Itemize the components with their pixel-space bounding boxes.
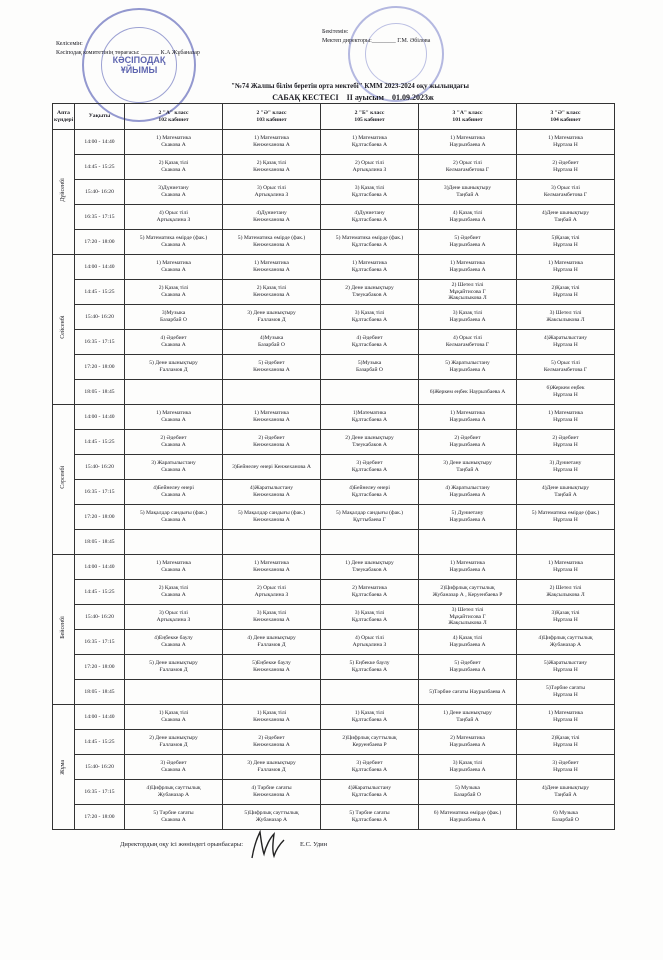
date-text: 01.09.2023ж (391, 93, 434, 102)
schedule-table (52, 103, 615, 830)
time-cell: 14:00 - 14:40 (75, 555, 125, 580)
day-label: Сәрсенбі (60, 466, 67, 489)
lesson-cell: 4) Әдебиет Скакова А (125, 330, 223, 355)
lesson-cell: 1) Математика Нұртаза Н (517, 405, 615, 430)
lesson-cell: 2)Қазақ тілі Нұртаза Н (517, 280, 615, 305)
table-row (53, 705, 615, 730)
lesson-cell: 3) Шетел тілі Мұқайтисова Г Жақсылыкова Л (419, 605, 517, 630)
lesson-cell: 2) Орыс тілі Артықалина З (223, 580, 321, 605)
lesson-cell: 2) Қазақ тілі Кенжеханова А (223, 155, 321, 180)
lesson-cell: 4)Цифрлық сауттылық Жубаназар А (125, 780, 223, 805)
footer-label: Директордың оқу ісі жөніндегі орынбасары: (120, 841, 244, 848)
time-cell: 14:00 - 14:40 (75, 705, 125, 730)
lesson-cell: 5) Орыс тілі Келмағамбетова Г (517, 355, 615, 380)
col-header-time: Уақыты (75, 104, 125, 130)
table-row (53, 455, 615, 480)
lesson-cell: 3) Дене шынықтыру Ғалламов Д (223, 305, 321, 330)
lesson-cell: 5) Тәрбие сағаты Скакова А (125, 805, 223, 830)
lesson-cell: 1) Математика Нұртаза Н (517, 255, 615, 280)
table-row (53, 480, 615, 505)
day-cell (53, 130, 75, 255)
time-cell: 15:40- 16:20 (75, 455, 125, 480)
approval-right-line-1: Бекітемін: (322, 29, 349, 35)
time-cell: 14:45 - 15:25 (75, 280, 125, 305)
lesson-cell: 3) Әдебиет Нұртаза Н (517, 755, 615, 780)
col-header-class: 2 "Ә" класс 103 кабинет (223, 104, 321, 130)
table-row (53, 405, 615, 430)
time-cell: 16:35 - 17:15 (75, 630, 125, 655)
lesson-cell: 2) Шетел тілі Мұқайтисова Г Жақсылыкова Л (419, 280, 517, 305)
lesson-cell: 5) Математика өмірде (фак.) Құлтасбаева А (321, 230, 419, 255)
lesson-cell: 1) Математика Наурызбаева А (419, 255, 517, 280)
day-cell (53, 255, 75, 405)
lesson-cell: 2) Әдебиет Наурызбаева А (419, 430, 517, 455)
time-cell: 17:20 - 18:00 (75, 355, 125, 380)
lesson-cell: 5) Мақалдар сандығы (фак.) Құттыбаева Г (321, 505, 419, 530)
lesson-cell: 1) Математика Кенжеханова А (223, 255, 321, 280)
lesson-cell: 5) Музыка Базарбай О (419, 780, 517, 805)
lesson-cell: 2) Орыс тілі Келмағамбетова Г (419, 155, 517, 180)
footer-signature-line (120, 841, 328, 848)
lesson-cell (125, 380, 223, 405)
lesson-cell: 3)Қазақ тілі Нұртаза Н (517, 605, 615, 630)
time-cell: 18:05 - 18:45 (75, 530, 125, 555)
lesson-cell: 6)Жеркем еңбек Наурызбаева А (419, 380, 517, 405)
approval-left-line-1: Келісемін: (56, 41, 83, 47)
day-cell (53, 405, 75, 555)
subtitle-text: САБАҚ КЕСТЕСІ (272, 93, 339, 102)
footer-name: Е.С. Удин (300, 841, 328, 848)
lesson-cell: 2) Әдебиет Кенжеханова А (223, 730, 321, 755)
stamp-text-line-1: КӘСІПОДАҚ (112, 55, 166, 65)
lesson-cell: 5) Әдебиет Кенжеханова А (223, 355, 321, 380)
lesson-cell: 4) Қазақ тілі Наурызбаева А (419, 630, 517, 655)
approval-left-line-2: Кәсіподақ комитетінің төрағасы: ______ К.А Жұбаназар (56, 50, 200, 56)
lesson-cell: 3)Бейнелеу өнері Кенжеханова А (223, 455, 321, 480)
lesson-cell: 1) Дене шынықтыру Тлеукабаков А (321, 555, 419, 580)
lesson-cell: 4)Дүниетану Кенжеханова А (223, 205, 321, 230)
table-row (53, 155, 615, 180)
lesson-cell: 3) Қазақ тілі Наурызбаева А (419, 305, 517, 330)
time-cell: 15:40- 16:20 (75, 605, 125, 630)
lesson-cell: 3)Дүниетану Скакова А (125, 180, 223, 205)
lesson-cell: 1) Қазақ тілі Құлтасбаева А (321, 705, 419, 730)
lesson-cell: 4)Дене шынықтыру Таңбай А (517, 780, 615, 805)
lesson-cell (321, 530, 419, 555)
lesson-cell: 4) Жаратылыстану Наурызбаева А (419, 480, 517, 505)
table-row (53, 805, 615, 830)
lesson-cell: 4)Еңбекке баулу Скакова А (125, 630, 223, 655)
lesson-cell: 2) Қазақ тілі Скакова А (125, 580, 223, 605)
time-cell: 14:00 - 14:40 (75, 255, 125, 280)
lesson-cell: 2) Шетел тілі Жақсылыкова Л (517, 580, 615, 605)
time-cell: 16:35 - 17:15 (75, 780, 125, 805)
table-row (53, 730, 615, 755)
lesson-cell: 4) Орыс тілі Келмағамбетова Г (419, 330, 517, 355)
lesson-cell: 1) Математика Құлтасбаева А (321, 255, 419, 280)
lesson-cell: 3) Қазақ тілі Кенжеханова А (223, 605, 321, 630)
table-row (53, 680, 615, 705)
lesson-cell: 5)Тәрбие сағаты Нұртаза Н (517, 680, 615, 705)
day-label: Сейсенбі (60, 315, 67, 339)
table-row (53, 580, 615, 605)
time-cell: 18:05 - 18:45 (75, 680, 125, 705)
lesson-cell: 4) Дене шынықтыру Ғалламов Д (223, 630, 321, 655)
col-header-class: 2 "Б" класс 105 кабинет (321, 104, 419, 130)
lesson-cell: 5) Әдебиет Наурызбаева А (419, 230, 517, 255)
lesson-cell: 1) Математика Құлтасбаева А (321, 130, 419, 155)
lesson-cell: 5) Дене шынықтыру Ғалламов Д (125, 655, 223, 680)
time-cell: 14:45 - 15:25 (75, 430, 125, 455)
time-cell: 17:20 - 18:00 (75, 505, 125, 530)
table-row (53, 380, 615, 405)
lesson-cell: 1) Қазақ тілі Скакова А (125, 705, 223, 730)
time-cell: 14:00 - 14:40 (75, 130, 125, 155)
lesson-cell: 4)Цифрлық сауттылық Жубаназар А (517, 630, 615, 655)
table-header-row (53, 104, 615, 130)
lesson-cell: 1) Математика Наурызбаева А (419, 555, 517, 580)
shift-text: II ауысым (346, 93, 384, 102)
table-row (53, 605, 615, 630)
lesson-cell: 4) Орыс тілі Артықалина З (125, 205, 223, 230)
approval-block-right (322, 28, 430, 46)
table-row (53, 205, 615, 230)
lesson-cell: 4) Тәрбие сағаты Кенжеханова А (223, 780, 321, 805)
lesson-cell: 2) Қазақ тілі Скакова А (125, 280, 223, 305)
lesson-cell: 2) Қазақ тілі Скакова А (125, 155, 223, 180)
table-row (53, 755, 615, 780)
lesson-cell: 4) Қазақ тілі Наурызбаева А (419, 205, 517, 230)
lesson-cell: 3) Дене шынықтыру Ғалламов Д (223, 755, 321, 780)
time-cell: 17:20 - 18:00 (75, 655, 125, 680)
lesson-cell: 2) Қазақ тілі Кенжеханова А (223, 280, 321, 305)
lesson-cell: 3) Әдебиет Құлтасбаева А (321, 755, 419, 780)
lesson-cell: 3) Орыс тілі Артықалина З (223, 180, 321, 205)
lesson-cell: 1) Математика Нұртаза Н (517, 705, 615, 730)
lesson-cell: 4)Жаратылыстану Нұртаза Н (517, 330, 615, 355)
lesson-cell: 4)Дене шынықтыру Таңбай А (517, 480, 615, 505)
lesson-cell: 5) Математика өмірде (фак.) Скакова А (125, 230, 223, 255)
lesson-cell: 5)Еңбекке баулу Кенжеханова А (223, 655, 321, 680)
lesson-cell: 3) Қазақ тілі Құлтасбаева А (321, 605, 419, 630)
lesson-cell: 1) Математика Скакова А (125, 255, 223, 280)
lesson-cell: 4)Бейнелеу өнері Құлтасбаева А (321, 480, 419, 505)
lesson-cell: 5) Жаратылыстану Наурызбаева А (419, 355, 517, 380)
day-cell (53, 705, 75, 830)
lesson-cell: 4)Дүниетану Құлтасбаева А (321, 205, 419, 230)
col-header-days: Апта күндері (53, 104, 75, 130)
lesson-cell: 3) Орыс тілі Артықалина З (125, 605, 223, 630)
lesson-cell: 6) Математика өмірде (фак.) Наурызбаева А (419, 805, 517, 830)
lesson-cell: 5)Жаратылыстану Нұртаза Н (517, 655, 615, 680)
lesson-cell: 3) Дене шынықтыру Таңбай А (419, 455, 517, 480)
lesson-cell: 4)Бейнелеу өнері Скакова А (125, 480, 223, 505)
lesson-cell: 3)Музыка Базарбай О (125, 305, 223, 330)
lesson-cell: 3) Орыс тілі Келмағамбетова Г (517, 180, 615, 205)
lesson-cell: 2) Әдебиет Нұртаза Н (517, 155, 615, 180)
table-row (53, 355, 615, 380)
time-cell: 15:40- 16:20 (75, 305, 125, 330)
lesson-cell: 5) Дүниетану Наурызбаева А (419, 505, 517, 530)
lesson-cell (125, 530, 223, 555)
lesson-cell (223, 380, 321, 405)
lesson-cell: 1) Математика Скакова А (125, 130, 223, 155)
lesson-cell: 5) Математика өмірде (фак.) Нұртаза Н (517, 505, 615, 530)
lesson-cell (321, 680, 419, 705)
lesson-cell: 1) Математика Скакова А (125, 405, 223, 430)
time-cell: 16:35 - 17:15 (75, 480, 125, 505)
lesson-cell (517, 530, 615, 555)
lesson-cell: 1)Математика Құлтасбаева А (321, 405, 419, 430)
lesson-cell: 5) Математика өмірде (фак.) Кенжеханова А (223, 230, 321, 255)
lesson-cell: 3) Дүниетану Нұртаза Н (517, 455, 615, 480)
lesson-cell: 2) Әдебиет Скакова А (125, 430, 223, 455)
time-cell: 14:00 - 14:40 (75, 405, 125, 430)
lesson-cell: 1) Математика Нұртаза Н (517, 555, 615, 580)
time-cell: 16:35 - 17:15 (75, 205, 125, 230)
lesson-cell: 1) Дене шынықтыру Таңбай А (419, 705, 517, 730)
lesson-cell: 4)Жаратылыстану Кенжеханова А (223, 480, 321, 505)
table-row (53, 655, 615, 680)
table-row (53, 505, 615, 530)
lesson-cell (223, 680, 321, 705)
lesson-cell (321, 380, 419, 405)
document-subtitle (150, 93, 550, 102)
lesson-cell: 2)Цифрлық сауттылық Жубаназар А , Керуенбаева Р (419, 580, 517, 605)
lesson-cell: 2) Орыс тілі Артықалина З (321, 155, 419, 180)
lesson-cell: 1) Математика Кенжеханова А (223, 130, 321, 155)
handwritten-signature (248, 828, 288, 862)
table-row (53, 530, 615, 555)
lesson-cell: 4) Орыс тілі Артықалина З (321, 630, 419, 655)
table-row (53, 180, 615, 205)
table-row (53, 555, 615, 580)
lesson-cell: 2) Дене шынықтыру Тлеукабаков А (321, 280, 419, 305)
time-cell: 14:45 - 15:25 (75, 155, 125, 180)
time-cell: 17:20 - 18:00 (75, 230, 125, 255)
time-cell: 16:35 - 17:15 (75, 330, 125, 355)
time-cell: 14:45 - 15:25 (75, 580, 125, 605)
lesson-cell: 2) Дене шынықтыру Тлеукабаков А (321, 430, 419, 455)
stamp-text-line-2: ҰЙЫМЫ (120, 65, 158, 75)
lesson-cell: 1) Математика Наурызбаева А (419, 130, 517, 155)
lesson-cell: 4)Жаратылыстану Құлтасбаева А (321, 780, 419, 805)
lesson-cell: 2) Дене шынықтыру Ғалламов Д (125, 730, 223, 755)
lesson-cell: 4)Музыка Базарбай О (223, 330, 321, 355)
lesson-cell: 1) Математика Нұртаза Н (517, 130, 615, 155)
lesson-cell: 3) Әдебиет Скакова А (125, 755, 223, 780)
lesson-cell: 1) Математика Наурызбаева А (419, 405, 517, 430)
time-cell: 15:40- 16:20 (75, 180, 125, 205)
day-label: Бейсенбі (60, 616, 67, 639)
lesson-cell: 2) Математика Құлтасбаева А (321, 580, 419, 605)
lesson-cell (125, 680, 223, 705)
lesson-cell: 3)Дене шынықтыру Таңбай А (419, 180, 517, 205)
table-row (53, 630, 615, 655)
lesson-cell: 2)Цифрлық сауттылық Керуенбаева Р (321, 730, 419, 755)
lesson-cell: 4)Дене шынықтыру Таңбай А (517, 205, 615, 230)
lesson-cell: 3) Шетел тілі Жаксылыкова Л (517, 305, 615, 330)
approval-block-left (56, 40, 200, 58)
day-cell (53, 555, 75, 705)
lesson-cell (419, 530, 517, 555)
time-cell: 15:40- 16:20 (75, 755, 125, 780)
lesson-cell: 5) Мақалдар сандығы (фак.) Скакова А (125, 505, 223, 530)
lesson-cell: 1) Математика Скакова А (125, 555, 223, 580)
col-header-class: 2 "А" класс 102 кабинет (125, 104, 223, 130)
lesson-cell: 3) Жаратылыстану Скакова А (125, 455, 223, 480)
lesson-cell: 3) Қазақ тілі Құлтасбаева А (321, 180, 419, 205)
table-row (53, 280, 615, 305)
table-row (53, 430, 615, 455)
lesson-cell: 6) Музыка Базарбай О (517, 805, 615, 830)
lesson-cell: 6)Жеркем еңбек Нұртаза Н (517, 380, 615, 405)
time-cell: 17:20 - 18:00 (75, 805, 125, 830)
lesson-cell: 2) Әдебиет Нұртаза Н (517, 430, 615, 455)
table-row (53, 255, 615, 280)
lesson-cell: 5)Тәрбие сағаты Наурызбаева А (419, 680, 517, 705)
day-label: Жұма (60, 759, 67, 775)
table-row (53, 130, 615, 155)
lesson-cell: 2)Қазақ тілі Нұртаза Н (517, 730, 615, 755)
lesson-cell: 1) Қазақ тілі Кенжеханова А (223, 705, 321, 730)
lesson-cell: 5) Әдебиет Наурызбаева А (419, 655, 517, 680)
approval-right-line-2: Мектеп директоры:________ Г.М. Әбілова (322, 38, 431, 44)
lesson-cell: 5) Тәрбие сағаты Құлтасбаева А (321, 805, 419, 830)
document-title: "№74 Жалпы білім беретін орта мектебі" КММ 2023-2024 оқу жылындағы (231, 82, 469, 90)
time-cell: 14:45 - 15:25 (75, 730, 125, 755)
day-label: Дүйсенбі (60, 177, 67, 202)
lesson-cell (223, 530, 321, 555)
lesson-cell: 3) Әдебиет Құлтасбаева А (321, 455, 419, 480)
lesson-cell: 2) Әдебиет Кенжеханова А (223, 430, 321, 455)
lesson-cell: 3) Қазақ тілі Наурызбаева А (419, 755, 517, 780)
lesson-cell: 5) Дене шынықтыру Ғалламов Д (125, 355, 223, 380)
table-row (53, 330, 615, 355)
table-row (53, 230, 615, 255)
lesson-cell: 1) Математика Кенжеханова А (223, 405, 321, 430)
lesson-cell: 1) Математика Кенжеханова А (223, 555, 321, 580)
lesson-cell: 5)Цифрлық сауттылық Жубаназар А (223, 805, 321, 830)
lesson-cell: 3) Қазақ тілі Құлтасбаева А (321, 305, 419, 330)
time-cell: 18:05 - 18:45 (75, 380, 125, 405)
table-row (53, 305, 615, 330)
lesson-cell: 5) Мақалдар сандығы (фак.) Кенжеханова А (223, 505, 321, 530)
lesson-cell: 5)Қазақ тілі Нұртаза Н (517, 230, 615, 255)
lesson-cell: 5) Еңбекке баулу Құлтасбаева А (321, 655, 419, 680)
lesson-cell: 4) Әдебиет Құлтасбаева А (321, 330, 419, 355)
lesson-cell: 5)Музыка Базарбай О (321, 355, 419, 380)
col-header-class: 3 "Ә" класс 104 кабинет (517, 104, 615, 130)
table-row (53, 780, 615, 805)
lesson-cell: 2) Математика Наурызбаева А (419, 730, 517, 755)
col-header-class: 3 "А" класс 101 кабинет (419, 104, 517, 130)
